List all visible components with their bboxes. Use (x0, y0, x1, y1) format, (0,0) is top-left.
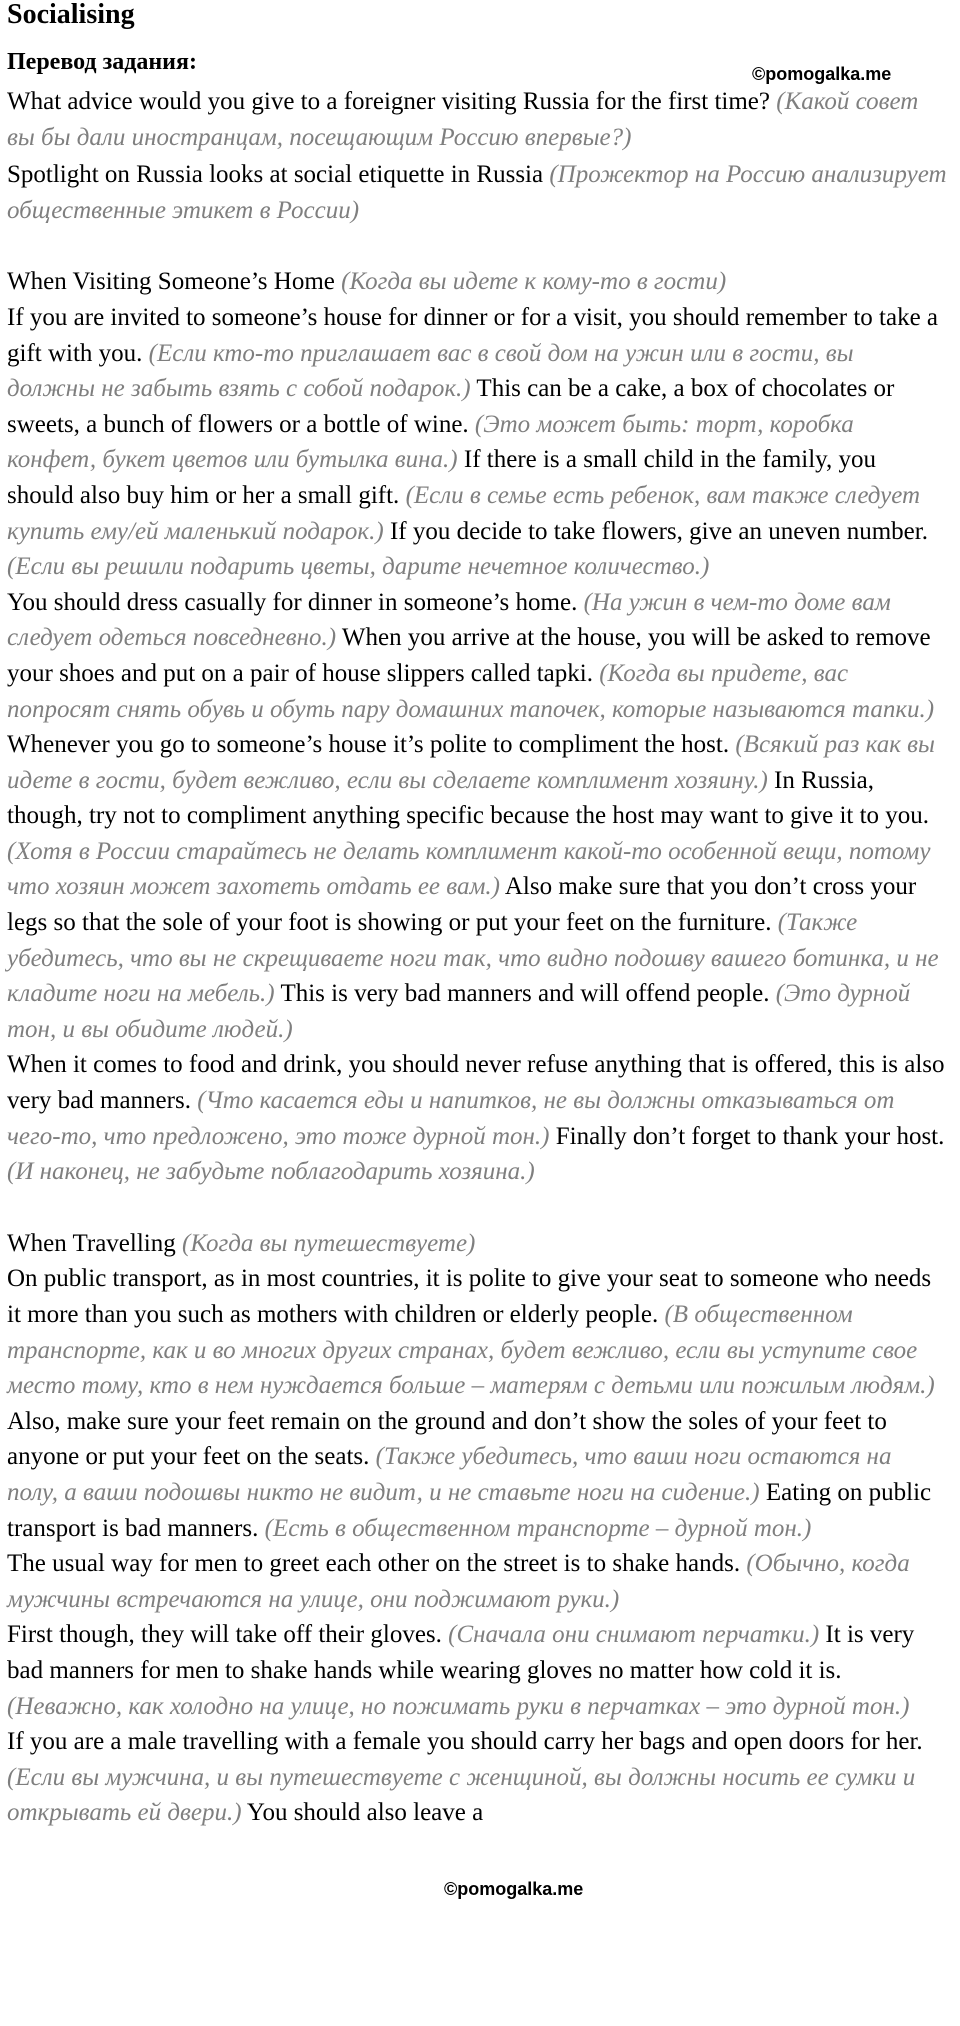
sentence-ru: (Неважно, как холодно на улице, но пожимать руки в перчатках – это дурной тон.) (7, 1692, 910, 1720)
sentence-ru: (Если в семье есть ребенок, вам также следует купить ему/ей маленький подарок.) (7, 481, 921, 545)
sentence-ru: (Также убедитесь, что вы не скрещиваете ноги так, что видно подошву вашего ботинка, и не кладите ноги на мебель.) (7, 909, 939, 1008)
sentence-en: You should also leave a (246, 1799, 484, 1827)
travel-paragraph-transport (7, 1261, 957, 1546)
sentence-en: This is very bad manners and will offend people. (280, 980, 770, 1008)
sentence-en: When you arrive at the house, you will be asked to remove your shoes and put on a pair of house slippers called tapki. (7, 624, 931, 687)
sentence-ru: (Если вы решили подарить цветы, дарите нечетное количество.) (7, 553, 710, 581)
section-heading-home-en: When Visiting Someone’s Home (7, 268, 335, 296)
sentence-ru: (И наконец, не забудьте поблагодарить хозяина.) (7, 1158, 535, 1186)
watermark-top: ©pomogalka.me (752, 64, 892, 84)
sentence-ru: (Хотя в России старайтесь не делать комплимент какой-то особенной вещи, потому что хозяин может захотеть отдать ее вам.) (7, 837, 931, 901)
sentence-en: Also, make sure your feet remain on the ground and don’t show the soles of your feet to anyone or put your feet on the seats. (7, 1407, 887, 1471)
sentence-en: It is very bad manners for men to shake hands while wearing gloves no matter how cold it is. (7, 1621, 915, 1684)
intro-spotlight-en: Spotlight on Russia looks at social etiquette in Russia (7, 161, 544, 189)
intro-question-en: What advice would you give to a foreigner visiting Russia for the first time? (7, 88, 771, 115)
watermark-bottom: ©pomogalka.me (444, 1879, 584, 1899)
sentence-en: If you are invited to someone’s house for dinner or for a visit, you should remember to take a gift with you. (7, 303, 939, 367)
sentence-ru: (Что касается еды и напитков, не вы должны отказываться от чего-то, что предложено, это тоже дурной тон.) (7, 1087, 895, 1150)
sentence-ru: (Обычно, когда мужчины встречаются на улице, они поджимают руки.) (7, 1550, 910, 1613)
intro-question-ru: (Какой совет вы бы дали иностранцам, посещающим Россию впервые?) (7, 88, 919, 151)
sentence-ru: (Если кто-то приглашает вас в свой дом на ужин или в гости, вы должны не забыть взять с собой подарок.) (7, 339, 854, 403)
travel-paragraph-greeting (7, 1546, 957, 1617)
sentence-ru: (На ужин в чем-то доме вам следует одеться повседневно.) (7, 588, 891, 652)
sentence-en: The usual way for men to greet each other on the street is to shake hands. (7, 1550, 741, 1578)
intro-spotlight (7, 157, 957, 228)
sentence-en: Whenever you go to someone’s house it’s polite to compliment the host. (7, 731, 730, 759)
sentence-ru: (Всякий раз как вы идете в гости, будет вежливо, если вы сделаете комплимент хозяину.) (7, 731, 935, 794)
sentence-en: This can be a cake, a box of chocolates or sweets, a bunch of flowers or a bottle of wine. (7, 375, 895, 438)
sentence-en: If there is a small child in the family, you should also buy him or her a small gift. (7, 446, 877, 509)
sentence-ru: (В общественном транспорте, как и во многих других странах, будет вежливо, если вы уступите свое место тому, кто в нем нуждается больше – матерям с детьми или пожилым людям.) (7, 1301, 935, 1400)
travel-paragraph-bags (7, 1724, 957, 1831)
page-title: Socialising (7, 0, 135, 30)
home-paragraph-food (7, 1047, 957, 1189)
sentence-en: When it comes to food and drink, you should never refuse anything that is offered, this is also very bad manners. (7, 1051, 945, 1115)
sentence-ru: (Сначала они снимают перчатки.) (448, 1621, 820, 1649)
home-paragraph-gifts (7, 300, 957, 585)
travel-paragraph-gloves (7, 1617, 957, 1724)
intro-spotlight-ru: (Прожектор на Россию анализирует общественные этикет в России) (7, 161, 947, 224)
sentence-en: Eating on public transport is bad manners. (7, 1478, 932, 1542)
sentence-en: Finally don’t forget to thank your host. (555, 1122, 945, 1150)
document-page (7, 0, 957, 1831)
sentence-ru: (Когда вы придете, вас попросят снять обувь и обуть пару домашних тапочек, которые называются тапки.) (7, 659, 935, 723)
sentence-ru: (Это может быть: торт, коробка конфет, букет цветов или бутылка вина.) (7, 410, 854, 474)
home-paragraph-manners (7, 585, 957, 1048)
sentence-en: You should dress casually for dinner in someone’s home. (7, 588, 578, 616)
section-heading-home (7, 264, 957, 300)
sentence-ru: (Есть в общественном транспорте – дурной тон.) (264, 1514, 812, 1542)
sentence-en: On public transport, as in most countries, it is polite to give your seat to someone who needs it more than you such as mothers with children or elderly people. (7, 1265, 932, 1328)
section-heading-home-ru: (Когда вы идете к кому-то в гости) (341, 268, 727, 296)
task-heading: Перевод задания: (7, 49, 197, 75)
intro-question (7, 84, 957, 155)
section-heading-travel-en: When Travelling (7, 1229, 176, 1257)
sentence-en: In Russia, though, try not to compliment anything specific because the host may want to give it to you. (7, 766, 930, 830)
sentence-en: First though, they will take off their gloves. (7, 1621, 442, 1649)
sentence-ru: (Если вы мужчина, и вы путешествуете с женщиной, вы должны носить ее сумки и открывать ей двери.) (7, 1763, 916, 1827)
sentence-ru: (Это дурной тон, и вы обидите людей.) (7, 980, 911, 1043)
sentence-en: Also make sure that you don’t cross your legs so that the sole of your foot is showing or put your feet on the furniture. (7, 873, 917, 937)
sentence-en: If you are a male travelling with a female you should carry her bags and open doors for her. (7, 1728, 923, 1756)
section-heading-travel (7, 1226, 957, 1262)
sentence-ru: (Также убедитесь, что ваши ноги остаются на полу, а ваши подошвы никто не видит, и не ставьте ноги на сидение.) (7, 1443, 892, 1506)
section-heading-travel-ru: (Когда вы путешествуете) (182, 1229, 476, 1257)
sentence-en: If you decide to take flowers, give an uneven number. (389, 517, 928, 545)
